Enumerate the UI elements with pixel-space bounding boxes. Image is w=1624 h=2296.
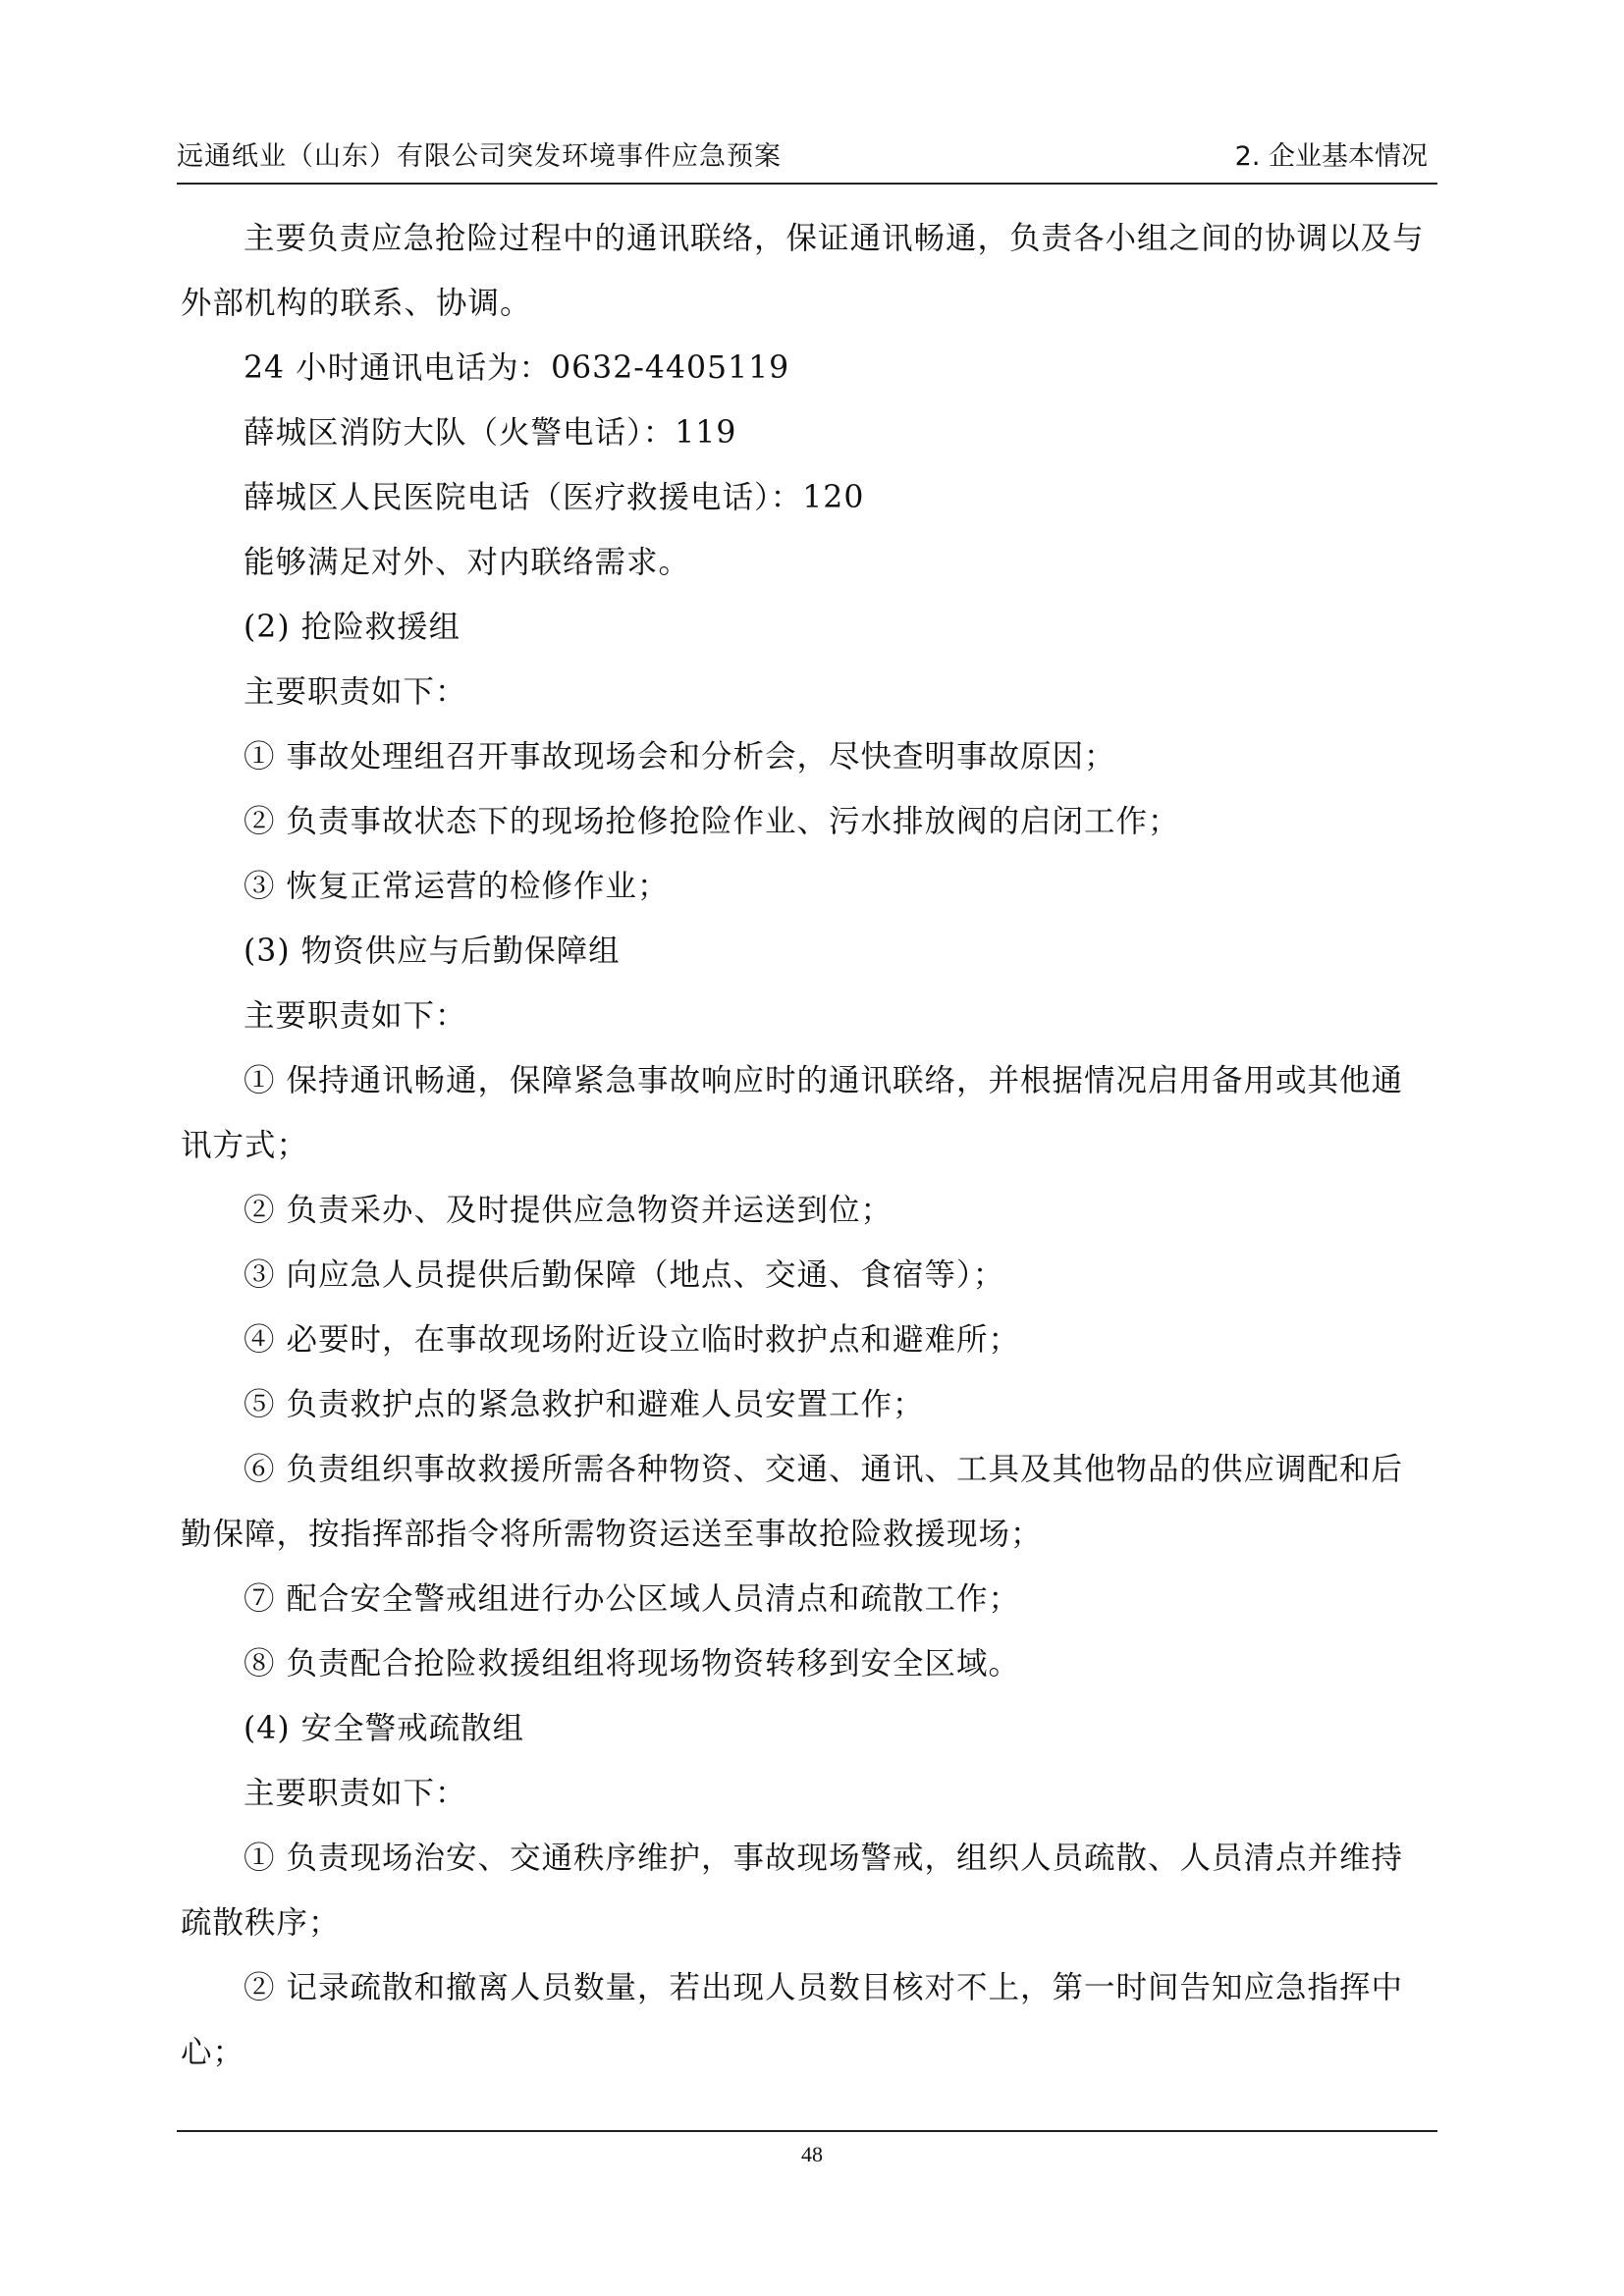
list-item: ② 负责事故状态下的现场抢修抢险作业、污水排放阀的启闭工作； xyxy=(244,804,1180,839)
list-item: ⑧ 负责配合抢险救援组组将现场物资转移到安全区域。 xyxy=(244,1646,1021,1682)
section-heading: (4) 安全警戒疏散组 xyxy=(244,1711,525,1746)
list-item: ① 保持通讯畅通，保障紧急事故响应时的通讯联络，并根据情况启用备用或其他通讯方式； xyxy=(181,1063,1404,1163)
paragraph: 主要职责如下： xyxy=(244,1776,467,1811)
list-item: ① 负责现场治安、交通秩序维护，事故现场警戒，组织人员疏散、人员清点并维持疏散秩序； xyxy=(181,1841,1404,1941)
list-item: ③ 向应急人员提供后勤保障（地点、交通、食宿等）； xyxy=(244,1257,1005,1293)
footer-divider xyxy=(177,2130,1437,2132)
page-number: 48 xyxy=(801,2142,823,2166)
section-title: 2. 企业基本情况 xyxy=(1234,141,1428,172)
paragraph: 主要负责应急抢险过程中的通讯联络，保证通讯畅通，负责各小组之间的协调以及与外部机构的联系、协调。 xyxy=(181,221,1425,321)
section-heading: (3) 物资供应与后勤保障组 xyxy=(244,934,621,969)
document-body xyxy=(181,206,1432,2085)
list-item: ② 记录疏散和撤离人员数量，若出现人员数目核对不上，第一时间告知应急指挥中心； xyxy=(181,1970,1404,2070)
list-item: ① 事故处理组召开事故现场会和分析会，尽快查明事故原因； xyxy=(244,739,1116,774)
list-item: ⑤ 负责救护点的紧急救护和避难人员安置工作； xyxy=(244,1387,925,1422)
paragraph: 薛城区消防大队（火警电话）：119 xyxy=(244,415,737,451)
list-item: ⑥ 负责组织事故救援所需各种物资、交通、通讯、工具及其他物品的供应调配和后勤保障，按指挥部指令将所需物资运送至事故抢险救援现场； xyxy=(181,1452,1404,1552)
paragraph: 薛城区人民医院电话（医疗救援电话）：120 xyxy=(244,480,865,515)
paragraph: 主要职责如下： xyxy=(244,674,467,710)
paragraph: 能够满足对外、对内联络需求。 xyxy=(244,545,691,580)
list-item: ④ 必要时，在事故现场附近设立临时救护点和避难所； xyxy=(244,1322,1021,1358)
paragraph: 主要职责如下： xyxy=(244,998,467,1034)
section-heading: (2) 抢险救援组 xyxy=(244,610,461,645)
list-item: ③ 恢复正常运营的检修作业； xyxy=(244,869,670,904)
paragraph: 24 小时通讯电话为：0632-4405119 xyxy=(244,350,790,386)
document-title: 远通纸业（山东）有限公司突发环境事件应急预案 xyxy=(177,141,782,172)
page-header xyxy=(177,135,1437,185)
list-item: ② 负责采办、及时提供应急物资并运送到位； xyxy=(244,1193,893,1228)
list-item: ⑦ 配合安全警戒组进行办公区域人员清点和疏散工作； xyxy=(244,1581,1021,1617)
